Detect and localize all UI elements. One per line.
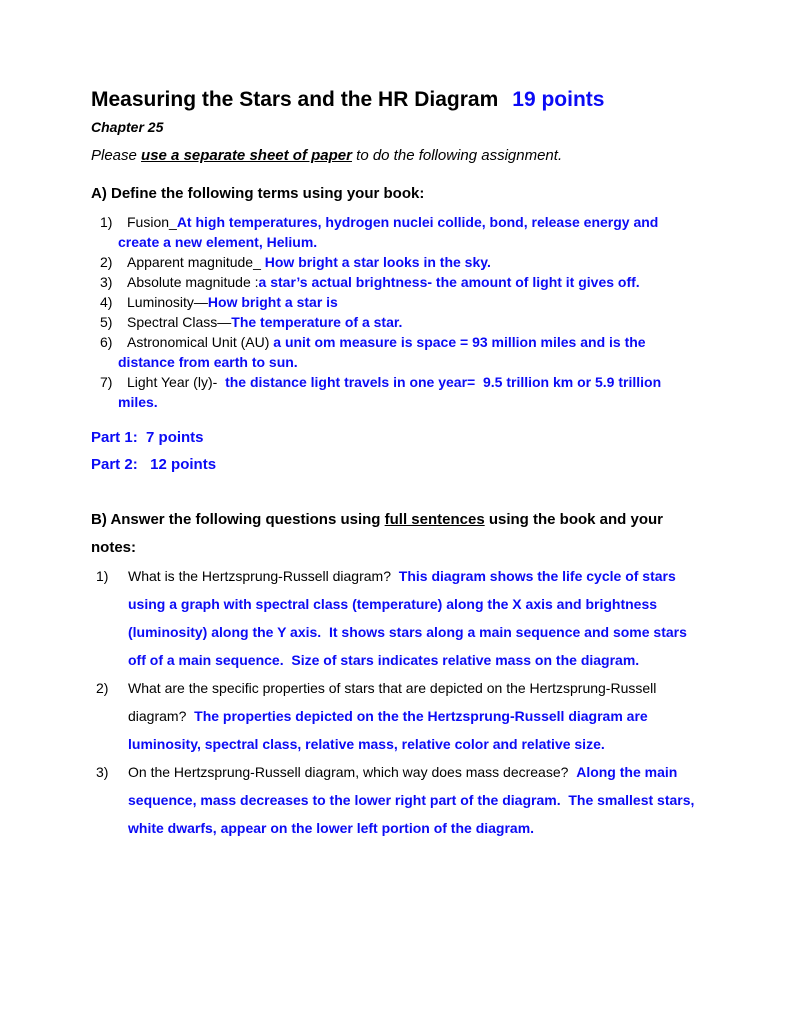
definition-item-4: [100, 292, 699, 312]
item-number: 1): [100, 214, 113, 230]
term-text: Absolute magnitude :: [127, 274, 259, 290]
definition-item-7: [100, 372, 699, 412]
item-number: 3): [100, 274, 113, 290]
chapter-subtitle: Chapter 25: [91, 119, 164, 135]
definition-text: At high temperatures, hydrogen nuclei collide, bond, release energy and create a new element, Helium.: [118, 214, 663, 250]
term-text: Light Year (ly)-: [127, 374, 226, 390]
definition-text: How bright a star looks in the sky.: [264, 254, 491, 270]
answer-text: Along the main sequence, mass decreases to the lower right part of the diagram. The smallest stars, white dwarfs, appear on the lower left portion of the diagram.: [128, 764, 699, 836]
definition-item-6: [100, 332, 699, 372]
question-item-3: [96, 758, 699, 842]
term-text: Apparent magnitude_: [127, 254, 265, 270]
definitions-list: [91, 212, 699, 412]
question-item-1: [96, 562, 699, 674]
definition-item-3: [100, 272, 699, 292]
definition-text: the distance light travels in one year= 9.5 trillion km or 5.9 trillion miles.: [118, 374, 666, 410]
item-number: 4): [100, 294, 113, 310]
item-number: 6): [100, 334, 113, 350]
question-text: On the Hertzsprung-Russell diagram, which way does mass decrease?: [128, 764, 577, 780]
term-text: Luminosity—: [127, 294, 208, 310]
item-number: 2): [100, 254, 113, 270]
instruction-line: [91, 146, 699, 165]
instruction-underlined: use a separate sheet of paper: [141, 147, 352, 164]
definition-item-2: [100, 252, 699, 272]
question-item-2: [96, 674, 699, 758]
questions-list: [91, 562, 699, 842]
title-points: 19 points: [512, 88, 605, 111]
section-b-heading-suffix: using the book and your notes:: [91, 511, 668, 556]
definition-text: How bright a star is: [207, 294, 338, 310]
instruction-suffix: to do the following assignment.: [351, 147, 563, 164]
definition-item-1: [100, 212, 699, 252]
answer-text: The properties depicted on the the Hertzsprung-Russell diagram are luminosity, spectral class, relative mass, relative color and relative size.: [128, 708, 652, 752]
part-2-line: Part 2: 12 points: [91, 456, 217, 473]
section-b-heading-underlined: full sentences: [384, 511, 485, 528]
instruction-prefix: Please: [91, 147, 142, 164]
item-number: 3): [96, 764, 109, 780]
answer-text: This diagram shows the life cycle of stars using a graph with spectral class (temperature) along the X axis and brightness (luminosity) along the Y axis. It shows stars along a main sequence and some stars off of a main sequence. Size of stars indicates relative mass on the diagram.: [128, 568, 691, 668]
definition-text: a unit om measure is space = 93 million miles and is the distance from earth to sun.: [118, 334, 650, 370]
item-number: 1): [96, 568, 109, 584]
part-1-line: Part 1: 7 points: [91, 429, 204, 446]
definition-text: a star’s actual brightness- the amount of light it gives off.: [258, 274, 640, 290]
title-text: Measuring the Stars and the HR Diagram: [91, 88, 499, 111]
definition-text: The temperature of a star.: [231, 314, 403, 330]
term-text: Spectral Class—: [127, 314, 232, 330]
term-text: Fusion_: [127, 214, 177, 230]
definition-item-5: [100, 312, 699, 332]
term-text: Astronomical Unit (AU): [127, 334, 274, 350]
section-a-heading: A) Define the following terms using your book:: [91, 185, 425, 202]
section-b-heading-prefix: B) Answer the following questions using: [91, 511, 385, 528]
item-number: 5): [100, 314, 113, 330]
question-text: What are the specific properties of stars that are depicted on the Hertzsprung-Russell diagram?: [128, 680, 661, 724]
section-b-heading: [91, 506, 699, 562]
item-number: 2): [96, 680, 109, 696]
document-title: [91, 88, 699, 112]
item-number: 7): [100, 374, 113, 390]
question-text: What is the Hertzsprung-Russell diagram?: [128, 568, 399, 584]
